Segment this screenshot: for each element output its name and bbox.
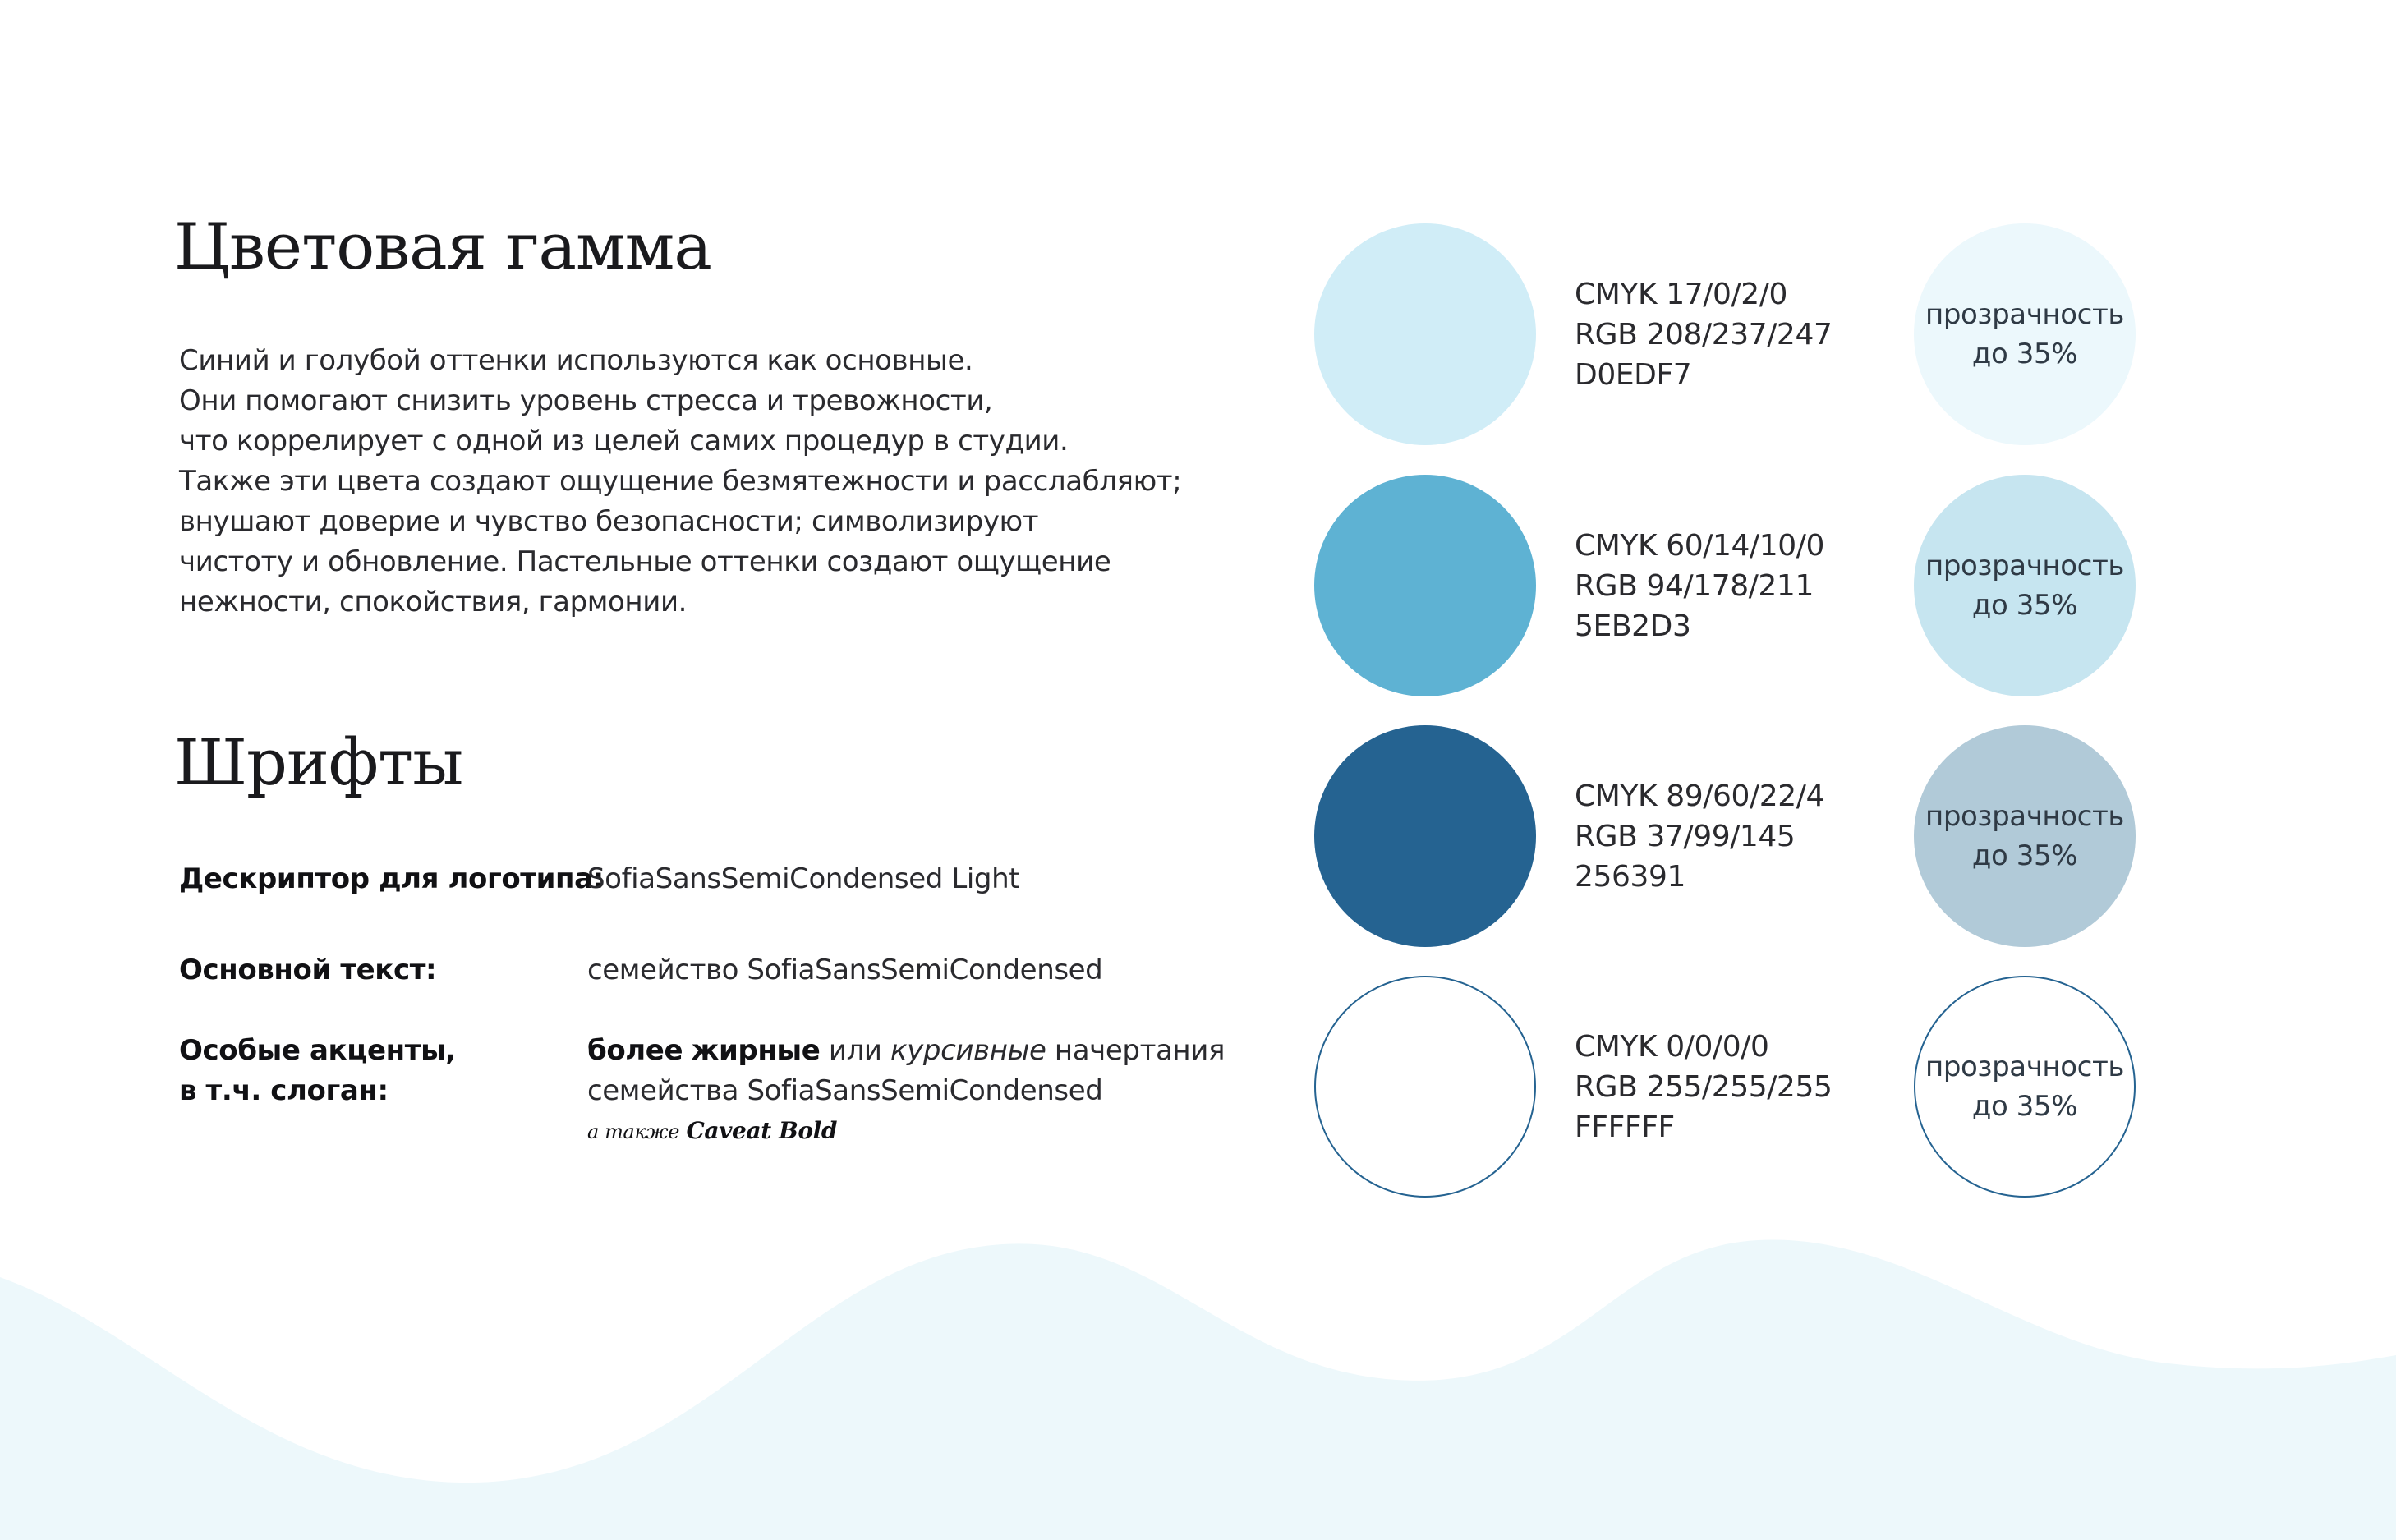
color-codes-4 [1575, 1027, 1832, 1147]
color-swatch-1 [1314, 223, 1536, 445]
hex-value: D0EDF7 [1575, 358, 1692, 392]
accent-script-line [587, 1113, 1225, 1150]
logo-font-value: SofiaSansSemiCondensed Light [587, 862, 1020, 895]
description-line: чистоту и обновление. Пастельные оттенки создают ощущение [179, 545, 1111, 578]
accent-label-line: Особые акценты, [179, 1034, 456, 1067]
description-line: что коррелирует с одной из целей самих процедур в студии. [179, 425, 1069, 457]
accent-tail: начертания [1054, 1034, 1225, 1067]
cmyk-value: CMYK 60/14/10/0 [1575, 529, 1824, 563]
logo-font-label: Дескриптор для логотипа: [179, 862, 604, 895]
opacity-label: прозрачность [1925, 549, 2124, 582]
accent-line-1 [587, 1031, 1225, 1071]
description-line: Также эти цвета создают ощущение безмятежности и расслабляют; [179, 465, 1182, 498]
opacity-label: прозрачность [1925, 1050, 2124, 1083]
color-codes-2 [1575, 526, 1824, 646]
color-swatch-2 [1314, 475, 1536, 696]
accent-italic: курсивные [890, 1034, 1046, 1067]
color-swatch-4 [1314, 976, 1536, 1198]
accent-script-name: Caveat Bold [686, 1117, 838, 1144]
rgb-value: RGB 255/255/255 [1575, 1070, 1833, 1104]
color-codes-1 [1575, 274, 1832, 395]
opacity-value: до 35% [1971, 839, 2078, 872]
opacity-value: до 35% [1971, 1090, 2078, 1123]
cmyk-value: CMYK 0/0/0/0 [1575, 1030, 1769, 1064]
palette-description [179, 341, 1206, 623]
cmyk-value: CMYK 17/0/2/0 [1575, 278, 1787, 311]
opacity-swatch-4 [1914, 976, 2136, 1198]
description-line: внушают доверие и чувство безопасности; символизируют [179, 505, 1039, 538]
fonts-heading: Шрифты [174, 726, 463, 800]
accent-bold-1: более [587, 1034, 683, 1067]
opacity-swatch-3 [1914, 725, 2136, 947]
accent-line-2: семейства SofiaSansSemiCondensed [587, 1074, 1103, 1107]
accent-font-value [587, 1031, 1225, 1150]
color-swatch-3 [1314, 725, 1536, 947]
accent-script-prefix: а также [587, 1120, 680, 1143]
rgb-value: RGB 208/237/247 [1575, 318, 1833, 352]
cmyk-value: CMYK 89/60/22/4 [1575, 779, 1824, 813]
hex-value: FFFFFF [1575, 1110, 1675, 1144]
opacity-swatch-1 [1914, 223, 2136, 445]
hex-value: 5EB2D3 [1575, 609, 1691, 643]
body-font-value: семейство SofiaSansSemiCondensed [587, 954, 1103, 986]
rgb-value: RGB 94/178/211 [1575, 569, 1814, 603]
opacity-swatch-2 [1914, 475, 2136, 696]
description-line: Синий и голубой оттенки используются как основные. [179, 344, 973, 377]
accent-bold-2: жирные [691, 1034, 821, 1067]
color-codes-3 [1575, 776, 1824, 897]
opacity-label: прозрачность [1925, 298, 2124, 331]
opacity-value: до 35% [1971, 338, 2078, 370]
hex-value: 256391 [1575, 860, 1686, 894]
opacity-label: прозрачность [1925, 800, 2124, 833]
opacity-value: до 35% [1971, 589, 2078, 622]
wave-shape [0, 1239, 2396, 1540]
palette-heading: Цветовая гамма [174, 210, 711, 284]
description-line: нежности, спокойствия, гармонии. [179, 586, 688, 618]
accent-label-line: в т.ч. слоган: [179, 1074, 389, 1107]
body-font-label: Основной текст: [179, 954, 437, 986]
accent-or: или [828, 1034, 882, 1067]
rgb-value: RGB 37/99/145 [1575, 820, 1796, 853]
description-line: Они помогают снизить уровень стресса и тревожности, [179, 384, 993, 417]
accent-font-label [179, 1031, 565, 1111]
